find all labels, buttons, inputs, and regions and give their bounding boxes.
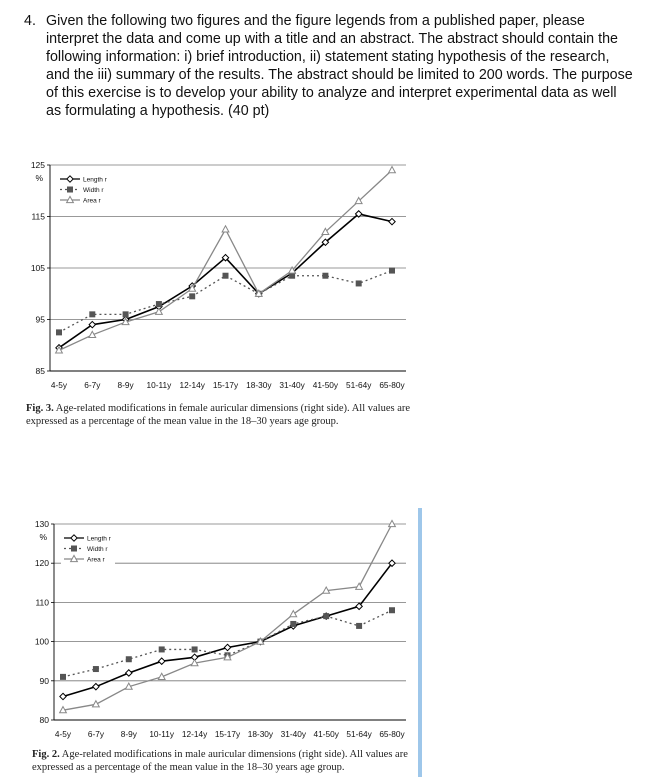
x-tick-label: 12-14y: [179, 380, 205, 390]
data-point: [389, 167, 396, 173]
x-tick-label: 15-17y: [212, 380, 239, 390]
y-tick-label: 120: [34, 558, 49, 569]
x-tick-label: 8-9y: [120, 729, 137, 739]
x-tick-label: 31-40y: [280, 729, 306, 739]
chart-male: [20, 512, 420, 742]
x-tick-label: 6-7y: [84, 380, 101, 390]
x-tick-label: 10-11y: [146, 380, 172, 390]
data-point: [57, 330, 62, 335]
y-tick-label: 100: [34, 636, 49, 647]
legend-label: Area r: [87, 556, 105, 564]
legend-label: Width r: [87, 546, 108, 553]
question-number: 4.: [24, 13, 36, 29]
data-point: [90, 312, 95, 317]
data-point: [324, 614, 329, 619]
data-point: [123, 312, 128, 317]
data-point: [61, 674, 66, 679]
series-line: [59, 214, 392, 348]
x-tick-label: 12-14y: [181, 729, 208, 739]
caption-fig3-label: Fig. 3.: [26, 403, 54, 414]
legend-label: Area r: [83, 197, 101, 205]
legend-label: Length r: [87, 535, 111, 543]
data-point: [159, 658, 165, 664]
caption-fig3: [26, 402, 416, 428]
data-point: [224, 644, 230, 650]
y-tick-label: 95: [35, 314, 45, 325]
data-point: [156, 302, 161, 307]
legend-label: Length r: [83, 176, 107, 184]
x-tick-label: 10-11y: [149, 729, 175, 739]
y-unit-label: %: [39, 532, 47, 542]
data-point: [357, 623, 362, 628]
x-tick-label: 65-80y: [379, 380, 405, 390]
legend-marker: [72, 546, 77, 551]
data-point: [223, 273, 228, 278]
x-tick-label: 51-64y: [346, 729, 372, 739]
data-point: [156, 308, 163, 314]
caption-fig2-text: Age-related modifications in male auricular dimensions (right side). All values are expressed as a percentage of the mean value in the 18–30 years age group.: [32, 749, 408, 773]
data-point: [390, 608, 395, 613]
x-tick-label: 4-5y: [54, 729, 72, 739]
data-point: [290, 273, 295, 278]
y-tick-label: 115: [31, 211, 45, 222]
series-line: [63, 563, 392, 696]
y-unit-label: %: [35, 173, 43, 183]
x-tick-label: 41-50y: [312, 380, 339, 390]
question-text: [24, 12, 634, 120]
question-body: Given the following two figures and the figure legends from a published paper, please interpret the data and come up with a title and an abstract. The abstract should contain the following information: i) brief introduction, ii) statement stating hypothesis of the research, and the iii) summary of the results. The abstract should be limited to 200 words. The purpose of this exercise is to develop your ability to analyze and interpret experimental data as well as formulating a hypothesis. (40 pt): [46, 13, 633, 119]
x-tick-label: 18-30y: [246, 380, 272, 390]
data-point: [222, 226, 229, 232]
data-point: [192, 647, 197, 652]
x-tick-label: 41-50y: [313, 729, 339, 739]
data-point: [323, 273, 328, 278]
figure-female-auricular: [20, 155, 420, 400]
data-point: [390, 268, 395, 273]
data-point: [389, 218, 395, 224]
x-tick-label: 15-17y: [214, 729, 241, 739]
data-point: [93, 667, 98, 672]
data-point: [356, 583, 363, 589]
legend-label: Width r: [83, 187, 104, 194]
x-tick-label: 65-80y: [379, 729, 405, 739]
data-point: [290, 611, 297, 617]
figure-male-auricular: [20, 512, 420, 747]
data-point: [389, 520, 396, 526]
data-point: [356, 281, 361, 286]
data-point: [93, 683, 99, 689]
x-tick-label: 18-30y: [247, 729, 274, 739]
caption-fig2-label: Fig. 2.: [32, 749, 60, 760]
y-tick-label: 125: [30, 160, 45, 170]
data-point: [159, 647, 164, 652]
x-tick-label: 51-64y: [346, 380, 372, 390]
x-tick-label: 4-5y: [50, 380, 68, 390]
data-point: [60, 693, 66, 699]
legend-marker: [68, 187, 73, 192]
y-tick-label: 105: [30, 263, 45, 273]
caption-fig2: [32, 748, 422, 774]
y-tick-label: 85: [35, 366, 45, 376]
data-point: [93, 701, 100, 707]
chart-female: [20, 155, 420, 395]
x-tick-label: 8-9y: [117, 380, 134, 390]
data-point: [190, 294, 195, 299]
y-tick-label: 110: [35, 597, 49, 608]
data-point: [291, 621, 296, 626]
y-tick-label: 80: [39, 715, 49, 725]
y-tick-label: 90: [39, 675, 49, 686]
data-point: [126, 657, 131, 662]
y-tick-label: 130: [34, 519, 49, 529]
x-tick-label: 31-40y: [279, 380, 305, 390]
data-point: [126, 670, 132, 676]
x-tick-label: 6-7y: [87, 729, 104, 739]
series-line: [59, 271, 392, 333]
caption-fig3-text: Age-related modifications in female auricular dimensions (right side). All values are expressed as a percentage of the mean value in the 18–30 years age group.: [26, 403, 411, 427]
series-line: [63, 610, 392, 677]
